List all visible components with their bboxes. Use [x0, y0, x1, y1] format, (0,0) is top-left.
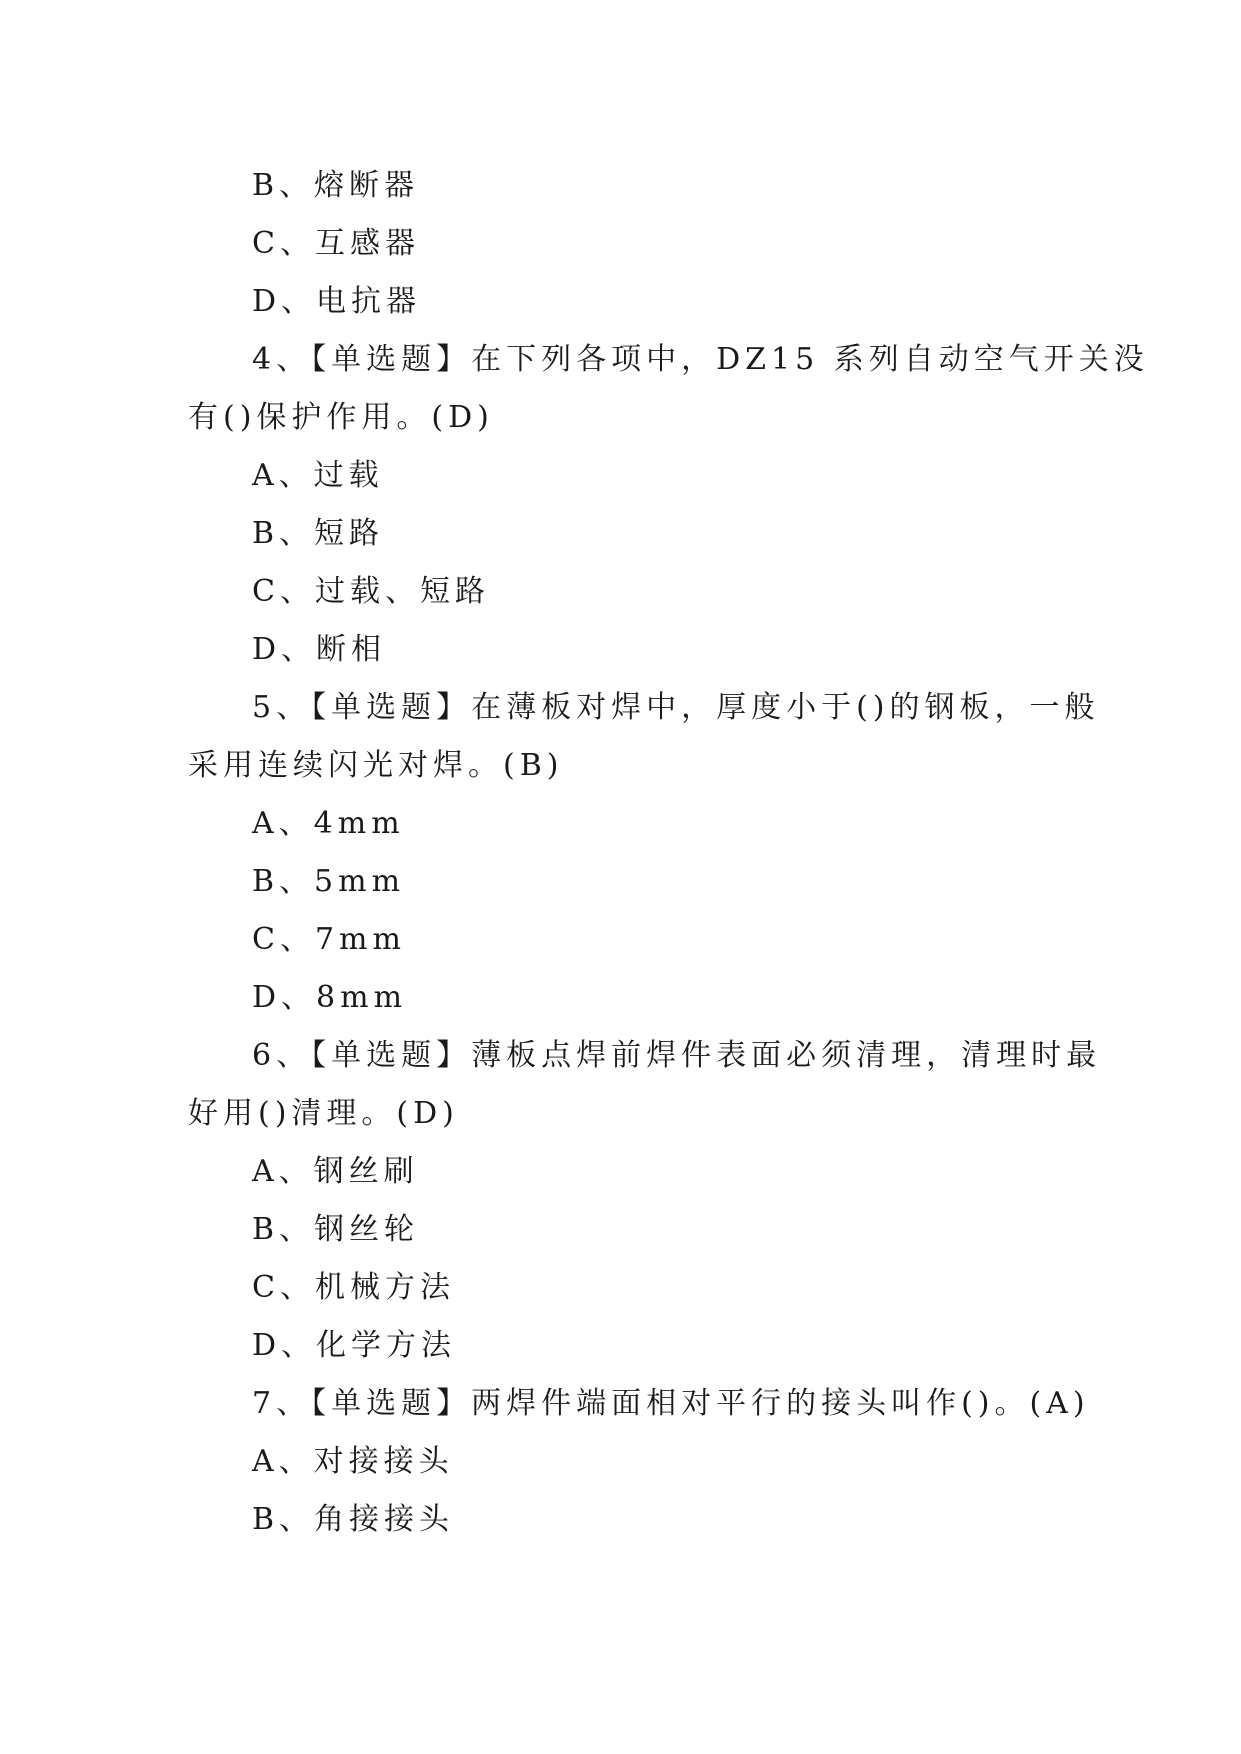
option-line: D、电抗器: [252, 284, 422, 319]
option-line: D、8mm: [252, 980, 408, 1015]
option-line: A、4mm: [252, 806, 405, 841]
option-line: B、5mm: [252, 864, 406, 899]
option-line: A、钢丝刷: [252, 1154, 419, 1189]
option-line: C、互感器: [252, 226, 420, 261]
option-line: A、对接接头: [252, 1444, 454, 1479]
option-line: B、短路: [252, 516, 385, 551]
option-line: C、过载、短路: [252, 574, 490, 609]
option-line: D、化学方法: [252, 1328, 457, 1363]
option-line: C、机械方法: [252, 1270, 455, 1305]
question-6-text: 6、【单选题】薄板点焊前焊件表面必须清理，清理时最: [252, 1038, 1102, 1073]
option-line: C、7mm: [252, 922, 406, 957]
question-5-text-cont: 采用连续闪光对焊。(B): [188, 748, 564, 783]
question-5-text: 5、【单选题】在薄板对焊中，厚度小于()的钢板，一般: [252, 690, 1100, 725]
question-4-text: 4、【单选题】在下列各项中，DZ15 系列自动空气开关没: [252, 342, 1149, 377]
option-line: B、熔断器: [252, 168, 420, 203]
option-line: B、钢丝轮: [252, 1212, 420, 1247]
option-line: A、过载: [252, 458, 384, 493]
question-4-text-cont: 有()保护作用。(D): [188, 400, 494, 435]
question-6-text-cont: 好用()清理。(D): [188, 1096, 459, 1131]
question-7-text: 7、【单选题】两焊件端面相对平行的接头叫作()。(A): [252, 1386, 1090, 1421]
option-line: D、断相: [252, 632, 387, 667]
option-line: B、角接接头: [252, 1502, 455, 1537]
